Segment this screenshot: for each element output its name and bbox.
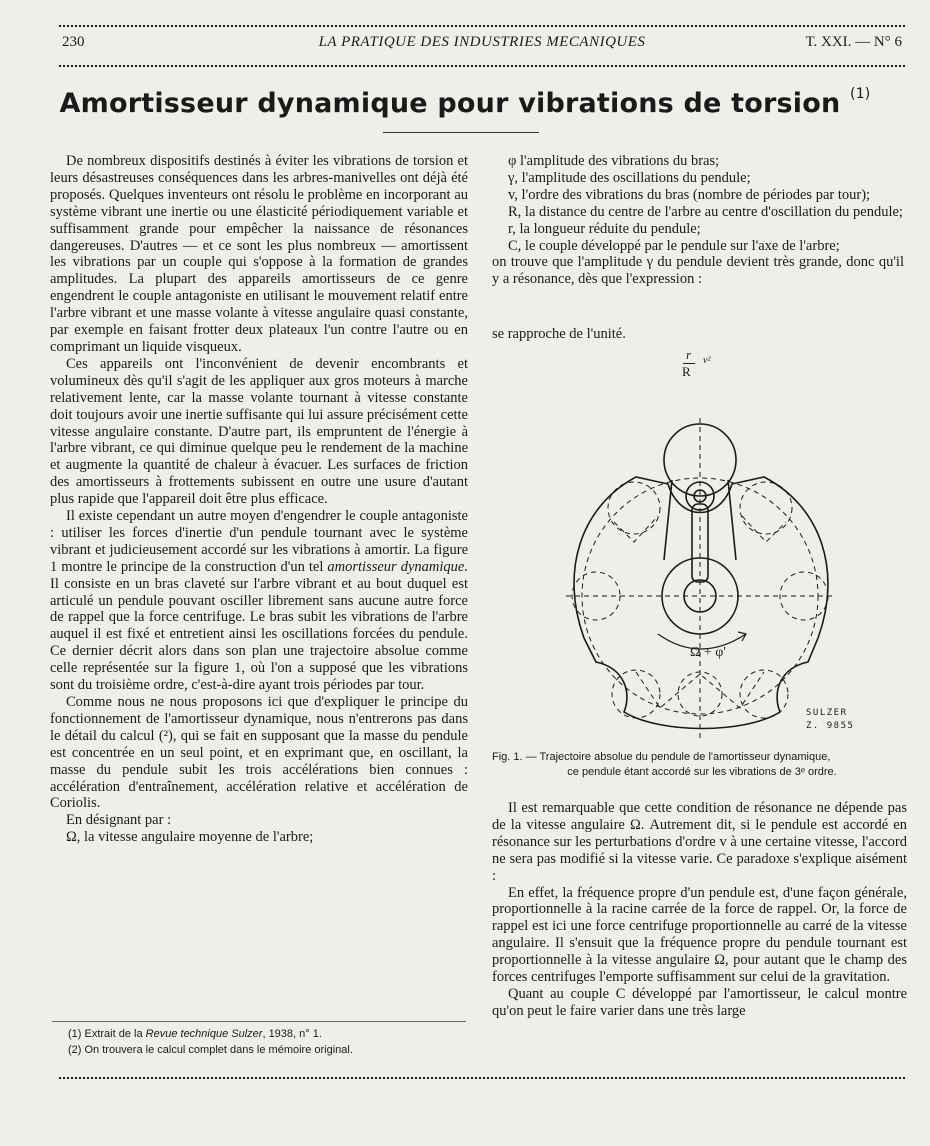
definition-gamma: γ, l'amplitude des oscillations du pendule;: [508, 169, 751, 186]
footnote-2: (2) On trouvera le calcul complet dans le mémoire original.: [68, 1043, 353, 1056]
paragraph-en-effet: En effet, la fréquence propre d'un pendule est, d'une façon générale, proportionnelle à la racine carrée de la force de rappel. Or, la force de rappel est ici une force centrifuge proportionnelle au carré de la vitesse angulaire. Il s'ensuit que la fréquence propre du pendule tournant est proportionnelle à la vitesse angulaire Ω, pour autant que le champ des forces centrifuges l'emporte suffisamment sur celui de la gravitation.: [492, 884, 907, 986]
resonance-sentence-end: se rapproche de l'unité.: [492, 326, 626, 343]
figure-caption-line-2: ce pendule étant accordé sur les vibrations de 3ᵉ ordre.: [567, 766, 837, 778]
dashed-pendulum-top-left: [608, 482, 660, 534]
running-header: [58, 34, 906, 56]
footnotes: [68, 1027, 468, 1058]
title-underline: [383, 132, 539, 133]
pendulum-trajectory: [574, 477, 828, 729]
paragraph-3-b: Il consiste en un bras claveté sur l'arbre vibrant et au bout duquel est articulé un pendule pouvant osciller librement sans aucune autre force de rappel que la force centrifuge. Le bras subit les vibrations de l'arbre auquel il est fixé et entretient ainsi les oscillations forcées du pendule. Ce dernier décrit alors dans son plan une trajectoire absolue comme celle représentée sur la figure 1, où l'on a supposé que les vibrations sont du troisième ordre, c'est-à-dire ayant trois périodes par tour.: [50, 575, 468, 694]
footnote-1: [68, 1027, 468, 1043]
paragraph-4: Comme nous ne nous proposons ici que d'expliquer le principe du fonctionnement de l'amortisseur dynamique, nous n'entrerons pas dans le détail du calcul (²), qui se fait en supposant que la masse du pendule est concentrée en un seul point, et en exprimant que, en oscillant, la masse du pendule subit les trois accélérations bien connues : accélération d'entraînement, accélération relative et accélération de Coriolis.: [50, 694, 468, 812]
header-dotted-rule: [58, 64, 906, 68]
paragraph-2: Ces appareils ont l'inconvénient de devenir encombrants et volumineux dès qu'il s'agit de les appliquer aux gros moteurs à marche relativement lente, car la masse volante tournant à vitesse constante doit toujours avoir une inertie suffisante qui lui assure précisément cette vitesse angulaire constante. D'autre part, ils empruntent de l'énergie à l'arbre vibrant, ce qui diminue quelque peu le rendement de la machine et augmente la quantité de chaleur à évacuer. Les surfaces de friction des amortisseurs à frottements subissent en outre une usure d'autant plus rapide que l'appareil doit être plus efficace.: [50, 355, 468, 508]
figure-brand: SULZER: [806, 708, 848, 718]
volume-issue: T. XXI. — N° 6: [805, 34, 902, 50]
title-footnote-mark: (1): [850, 86, 871, 102]
figure-caption-line-1: Fig. 1. — Trajectoire absolue du pendule de l'amortisseur dynamique,: [492, 751, 831, 763]
footnote-1-b: , 1938, n° 1.: [262, 1028, 322, 1040]
formula-numerator: r: [686, 347, 692, 362]
definition-phi: φ l'amplitude des vibrations du bras;: [508, 153, 720, 169]
resonance-formula: [676, 347, 736, 381]
article-title: [0, 88, 930, 119]
journal-title: LA PRATIQUE DES INDUSTRIES MECANIQUES: [318, 34, 646, 50]
dashed-pendulum-bottom-left: [612, 670, 660, 718]
figure-1-diagram: [540, 412, 860, 747]
page-number: 230: [62, 34, 85, 50]
paragraph-3-emphasis: amortisseur dynamique.: [327, 558, 468, 575]
definition-r: r, la longueur réduite du pendule;: [508, 220, 701, 237]
resonance-sentence: on trouve que l'amplitude γ du pendule devient très grande, donc qu'il y a résonance, dès que l'expression :: [492, 254, 904, 288]
figure-caption: [492, 750, 912, 780]
article-title-text: Amortisseur dynamique pour vibrations de torsion: [59, 88, 841, 119]
paragraph-5: En désignant par :: [66, 812, 172, 829]
arm-slot: [692, 504, 708, 582]
right-column-bottom: [492, 800, 907, 1020]
omega-label: Ω + φ': [690, 645, 726, 660]
definition-v: v, l'ordre des vibrations du bras (nombre de périodes par tour);: [508, 186, 871, 203]
paragraph-3: [50, 508, 468, 694]
footnote-1-source: Revue technique Sulzer: [145, 1028, 263, 1040]
footnote-rule: [52, 1021, 466, 1022]
definition-C: C, le couple développé par le pendule sur l'axe de l'arbre;: [508, 237, 840, 254]
footnote-1-a: (1) Extrait de la: [68, 1028, 143, 1040]
figure-code: Z. 9855: [806, 721, 855, 731]
formula-denominator: R: [682, 364, 691, 379]
right-column-top: [492, 153, 904, 343]
hub-outer: [662, 558, 738, 634]
top-dotted-rule: [58, 24, 906, 28]
formula-spacer: [492, 288, 904, 326]
definition-R: R, la distance du centre de l'arbre au centre d'oscillation du pendule;: [508, 203, 903, 220]
left-column: [50, 153, 468, 846]
figure-stamp: [806, 707, 854, 733]
bottom-dotted-rule: [58, 1076, 906, 1080]
dashed-pendulum-bottom-right: [740, 670, 788, 718]
paragraph-remarkable: Il est remarquable que cette condition de résonance ne dépende pas de la vitesse angulaire Ω. Autrement dit, si le pendule est accordé en résonance sur les perturbations d'ordre v à une certaine vitesse, l'accord ne sera pas modifié si la vitesse varie. Ce paradoxe s'explique aisément :: [492, 800, 907, 884]
paragraph-1: De nombreux dispositifs destinés à éviter les vibrations de torsion et leurs désastreuses conséquences dans les arbres-manivelles ont déjà été proposés. Quelques inventeurs ont résolu le problème en incorporant au système vibrant une inertie ou une élasticité périodiquement variable et suffisamment grande pour empêcher la naissance de résonances dangereuses. D'autres — et ce sont les plus nombreux — amortissent les vibrations par un couple qui s'oppose à la formation de grandes amplitudes. La plupart des appareils amortisseurs de ce genre engendrent le couple antagoniste en utilisant le mouvement relatif entre l'arbre vibrant et une masse volante à vitesse angulaire quasi constante, par exemple en faisant frotter deux plateaux l'un contre l'autre ou en comprimant un liquide visqueux.: [50, 153, 468, 355]
definition-omega: Ω, la vitesse angulaire moyenne de l'arbre;: [66, 829, 314, 846]
formula-power: v²: [703, 355, 711, 366]
paragraph-3-a: Il existe cependant un autre moyen d'engendrer le couple antagoniste : utiliser les forces d'inertie d'un pendule tournant avec le système vibrant et judicieusement accordé sur les vibrations à amortir. La figure 1 montre le principe de la construction d'un tel: [50, 508, 468, 575]
paragraph-quant-au-couple: Quant au couple C développé par l'amortisseur, le calcul montre qu'on peut le faire varier dans une très large: [492, 985, 907, 1019]
